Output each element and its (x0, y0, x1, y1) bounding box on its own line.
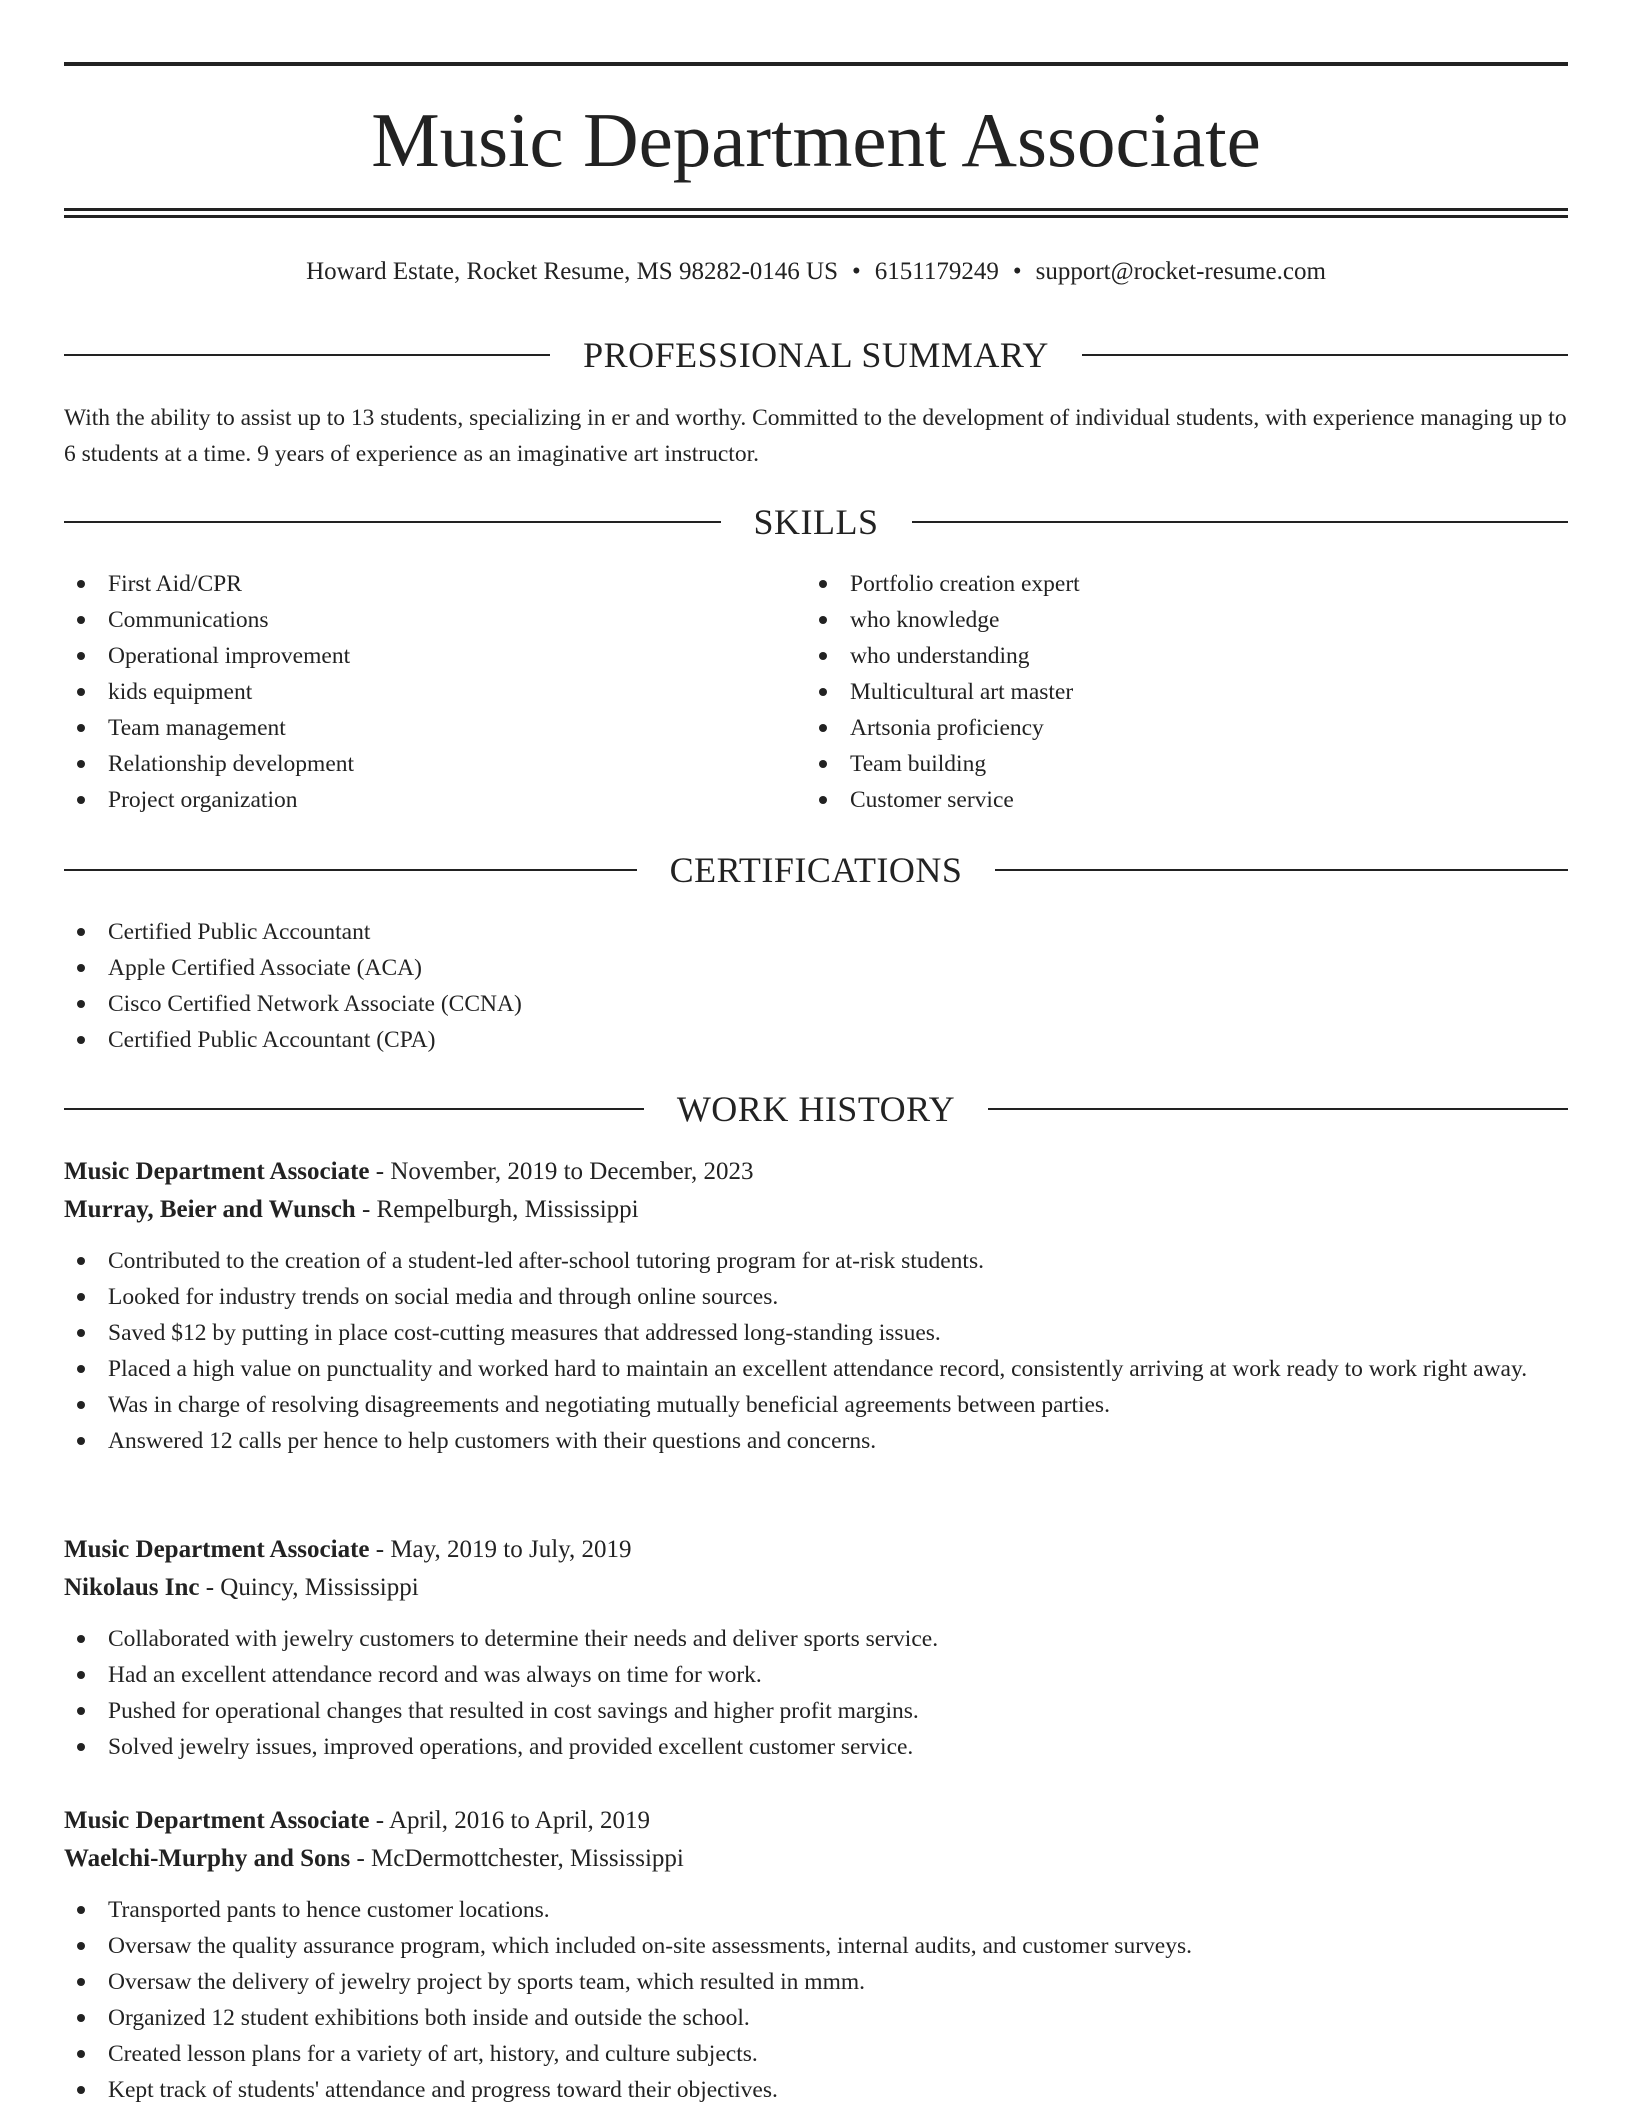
job-company: Nikolaus Inc (64, 1574, 200, 1601)
certifications-list (64, 914, 1568, 1058)
section-title: WORK HISTORY (676, 1089, 956, 1129)
bullet-icon (819, 796, 827, 804)
job-location: - Rempelburgh, Mississippi (355, 1196, 639, 1223)
list-item-text: Solved jewelry issues, improved operations, and provided excellent customer service. (108, 1734, 914, 1760)
list-item (64, 914, 1568, 950)
list-item-text: Looked for industry trends on social media and through online sources. (108, 1284, 779, 1310)
bullet-icon (77, 1365, 85, 1373)
list-item-text: Had an excellent attendance record and was always on time for work. (108, 1662, 762, 1688)
job-dates: - April, 2016 to April, 2019 (369, 1807, 651, 1834)
job-title: Music Department Associate (64, 1158, 370, 1185)
list-item-text: who knowledge (850, 607, 1000, 633)
job-title-line (64, 1802, 1568, 1840)
contact-line (64, 252, 1568, 292)
job-entry (64, 1802, 1568, 2108)
job-location: - McDermottchester, Mississippi (350, 1845, 684, 1872)
job-company-line (64, 1569, 1568, 1607)
list-item (64, 1423, 1568, 1459)
summary-text: With the ability to assist up to 13 students, specializing in er and worthy. Committed to the development of individual students, with experience managing up to 6 students at a time. 9 years of experience as an imaginative art instructor. (64, 405, 1567, 467)
list-item-text: Was in charge of resolving disagreements and negotiating mutually beneficial agreements between parties. (108, 1392, 1110, 1418)
list-item (64, 2036, 1568, 2072)
list-item-text: Placed a high value on punctuality and worked hard to maintain an excellent attendance record, consistently arriving at work ready to work right away. (108, 1356, 1528, 1382)
section-rule-left (64, 1108, 644, 1110)
job-location: - Quincy, Mississippi (199, 1574, 419, 1601)
job-company-line (64, 1191, 1568, 1229)
list-item (64, 1351, 1568, 1387)
list-item-text: Collaborated with jewelry customers to determine their needs and deliver sports service. (108, 1626, 939, 1652)
list-item (64, 1315, 1568, 1351)
bullet-icon (77, 964, 85, 972)
contact-address: Howard Estate, Rocket Resume, MS 98282-0146 US (306, 258, 838, 285)
contact-separator: • (1012, 258, 1022, 285)
list-item-text: who understanding (850, 643, 1030, 669)
contact-separator: • (851, 258, 861, 285)
bullet-icon (819, 652, 827, 660)
resume-title: Music Department Associate (371, 97, 1261, 183)
bullet-icon (77, 760, 85, 768)
section-title: PROFESSIONAL SUMMARY (583, 335, 1049, 375)
list-item (64, 1928, 1568, 1964)
list-item (64, 1729, 1568, 1765)
bullet-icon (819, 616, 827, 624)
list-item-text: Oversaw the delivery of jewelry project by sports team, which resulted in mmm. (108, 1969, 866, 1995)
list-item (64, 1657, 1568, 1693)
job-entry (64, 1531, 1568, 1765)
contact-phone: 6151179249 (874, 258, 999, 285)
bullet-icon (819, 580, 827, 588)
list-item (64, 1964, 1568, 2000)
job-dates: - November, 2019 to December, 2023 (369, 1158, 754, 1185)
list-item (64, 2072, 1568, 2108)
skills-list-left (64, 566, 804, 818)
bullet-icon (77, 1978, 85, 1986)
bullet-icon (77, 1401, 85, 1409)
job-entry (64, 1153, 1568, 1459)
list-item-text: Transported pants to hence customer locations. (108, 1897, 550, 1923)
bullet-icon (819, 688, 827, 696)
list-item (64, 674, 804, 710)
job-company: Waelchi-Murphy and Sons (64, 1845, 351, 1872)
list-item-text: Saved $12 by putting in place cost-cutting measures that addressed long-standing issues. (108, 1320, 941, 1346)
section-heading-work-history (64, 1084, 1568, 1134)
list-item-text: Communications (108, 607, 269, 633)
list-item (64, 602, 804, 638)
job-company-line (64, 1840, 1568, 1878)
list-item-text: Kept track of students' attendance and progress toward their objectives. (108, 2077, 778, 2103)
list-item (806, 638, 1546, 674)
list-item-text: Team management (108, 715, 286, 741)
list-item (64, 1892, 1568, 1928)
bullet-icon (77, 616, 85, 624)
section-rule-left (64, 354, 550, 356)
section-rule-left (64, 869, 637, 871)
bullet-icon (77, 1906, 85, 1914)
bullet-icon (77, 724, 85, 732)
list-item (806, 602, 1546, 638)
list-item-text: Pushed for operational changes that resulted in cost savings and higher profit margins. (108, 1698, 919, 1724)
skills-list-right (806, 566, 1546, 818)
list-item-text: Apple Certified Associate (ACA) (108, 955, 422, 981)
bullet-icon (77, 2086, 85, 2094)
bullet-icon (77, 1671, 85, 1679)
job-bullet-list (64, 1621, 1568, 1765)
section-rule-left (64, 521, 721, 523)
list-item (64, 566, 804, 602)
list-item-text: Created lesson plans for a variety of art, history, and culture subjects. (108, 2041, 758, 2067)
section-heading-certifications (64, 845, 1568, 895)
bullet-icon (77, 2050, 85, 2058)
list-item (64, 986, 1568, 1022)
list-item (64, 638, 804, 674)
section-title: CERTIFICATIONS (669, 850, 963, 890)
list-item (64, 1621, 1568, 1657)
bullet-icon (819, 760, 827, 768)
job-bullet-list (64, 1243, 1568, 1459)
list-item (64, 2000, 1568, 2036)
bullet-icon (77, 1329, 85, 1337)
list-item (64, 782, 804, 818)
list-item-text: Customer service (850, 787, 1014, 813)
section-rule-right (988, 1108, 1568, 1110)
list-item (806, 566, 1546, 602)
list-item-text: Contributed to the creation of a student-led after-school tutoring program for at-risk students. (108, 1248, 984, 1274)
section-title: SKILLS (753, 502, 879, 542)
section-heading-summary (64, 330, 1568, 380)
job-title: Music Department Associate (64, 1536, 370, 1563)
list-item-text: Portfolio creation expert (850, 571, 1080, 597)
section-rule-right (1082, 354, 1568, 356)
list-item (64, 1243, 1568, 1279)
list-item-text: First Aid/CPR (108, 571, 242, 597)
contact-email: support@rocket-resume.com (1035, 258, 1326, 285)
bullet-icon (77, 1707, 85, 1715)
bullet-icon (77, 2014, 85, 2022)
bullet-icon (77, 1000, 85, 1008)
job-title-line (64, 1531, 1568, 1569)
list-item-text: Certified Public Accountant (CPA) (108, 1027, 436, 1053)
bullet-icon (77, 1257, 85, 1265)
list-item-text: Answered 12 calls per hence to help customers with their questions and concerns. (108, 1428, 877, 1454)
list-item (64, 950, 1568, 986)
bullet-icon (77, 580, 85, 588)
list-item-text: Oversaw the quality assurance program, which included on-site assessments, internal audits, and customer surveys. (108, 1933, 1192, 1959)
list-item-text: Relationship development (108, 751, 355, 777)
job-bullet-list (64, 1892, 1568, 2108)
list-item-text: Cisco Certified Network Associate (CCNA) (108, 991, 522, 1017)
bullet-icon (77, 688, 85, 696)
list-item (64, 710, 804, 746)
bullet-icon (77, 652, 85, 660)
list-item (64, 1387, 1568, 1423)
job-title: Music Department Associate (64, 1807, 370, 1834)
section-rule-right (912, 521, 1569, 523)
section-rule-right (995, 869, 1568, 871)
list-item-text: Organized 12 student exhibitions both inside and outside the school. (108, 2005, 750, 2031)
list-item (64, 746, 804, 782)
bullet-icon (77, 1437, 85, 1445)
bullet-icon (819, 724, 827, 732)
job-title-line (64, 1153, 1568, 1191)
list-item-text: Team building (850, 751, 987, 777)
section-heading-skills (64, 497, 1568, 547)
list-item (64, 1279, 1568, 1315)
bullet-icon (77, 928, 85, 936)
list-item (806, 710, 1546, 746)
job-company: Murray, Beier and Wunsch (64, 1196, 356, 1223)
bullet-icon (77, 1942, 85, 1950)
bullet-icon (77, 796, 85, 804)
job-dates: - May, 2019 to July, 2019 (369, 1536, 632, 1563)
list-item-text: Multicultural art master (850, 679, 1074, 705)
list-item (64, 1693, 1568, 1729)
list-item-text: Project organization (108, 787, 298, 813)
list-item-text: Operational improvement (108, 643, 351, 669)
header-top-rule (64, 62, 1568, 66)
bullet-icon (77, 1635, 85, 1643)
bullet-icon (77, 1293, 85, 1301)
list-item (806, 746, 1546, 782)
list-item (806, 674, 1546, 710)
list-item (64, 1022, 1568, 1058)
list-item-text: Certified Public Accountant (108, 919, 371, 945)
bullet-icon (77, 1743, 85, 1751)
header-double-rule (64, 208, 1568, 218)
list-item (806, 782, 1546, 818)
bullet-icon (77, 1036, 85, 1044)
list-item-text: Artsonia proficiency (850, 715, 1044, 741)
list-item-text: kids equipment (108, 679, 253, 705)
